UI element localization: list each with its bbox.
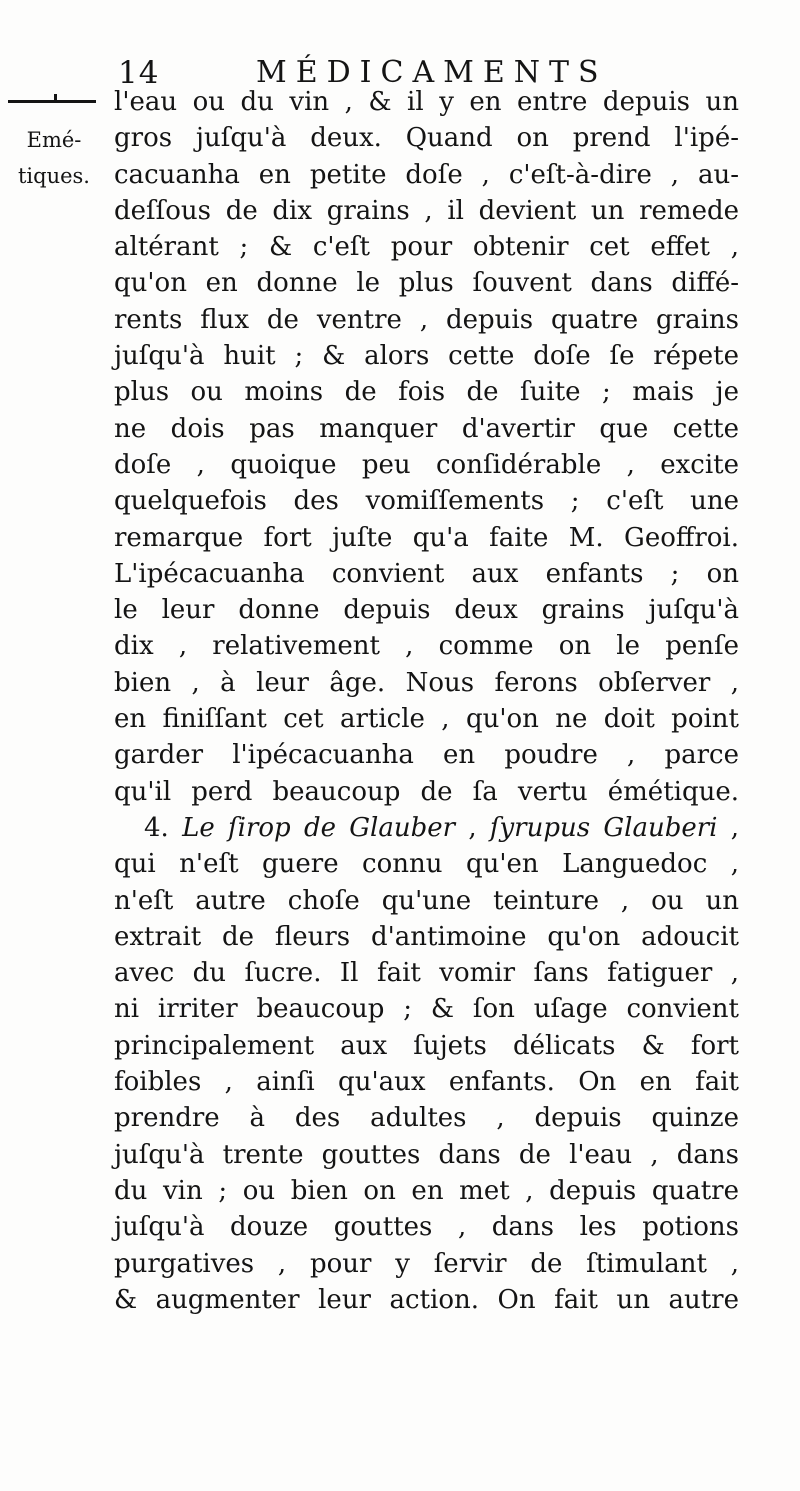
text-line: juſqu'à trente gouttes dans de l'eau , dans <box>114 1139 739 1170</box>
text-line: juſqu'à huit ; & alors cette doſe ſe répete <box>114 341 739 372</box>
text-line: qui n'eſt guere connu qu'en Languedoc , <box>114 849 739 880</box>
italic-term: Le ſirop de Glauber <box>182 812 456 843</box>
text-line: L'ipécacuanha convient aux enfants ; on <box>114 558 739 589</box>
text-line: dix , relativement , comme on le penſe <box>114 631 739 662</box>
text-line: en finiſſant cet article , qu'on ne doit point <box>114 704 739 735</box>
text-line: cacuanha en petite doſe , c'eſt-à-dire , au- <box>114 159 739 190</box>
text-line: juſqu'à douze gouttes , dans les potions <box>114 1212 739 1243</box>
text-line: altérant ; & c'eſt pour obtenir cet effet , <box>114 232 739 263</box>
text-line: quelquefois des vomiſſements ; c'eſt une <box>114 486 739 517</box>
text-line: extrait de fleurs d'antimoine qu'on adoucit <box>114 921 739 952</box>
text-line: garder l'ipécacuanha en poudre , parce <box>114 740 739 771</box>
text-line: ne dois pas manquer d'avertir que cette <box>114 413 739 444</box>
text-line: remarque fort juſte qu'a faite M. Geoffroi. <box>114 522 739 553</box>
running-head: MÉDICAMENTS <box>256 55 608 90</box>
text-line: bien , à leur âge. Nous ferons obſerver , <box>114 667 739 698</box>
text-line: foibles , ainſi qu'aux enfants. On en fait <box>114 1067 739 1098</box>
text-line: du vin ; ou bien on en met , depuis quatre <box>114 1175 739 1206</box>
text-line: ni irriter beaucoup ; & ſon uſage convient <box>114 994 739 1025</box>
text-line: prendre à des adultes , depuis quinze <box>114 1103 739 1134</box>
text-line: le leur donne depuis deux grains juſqu'à <box>114 595 739 626</box>
text-line: l'eau ou du vin , & il y en entre depuis un <box>114 87 739 117</box>
text-line: doſe , quoique peu conſidérable , excite <box>114 449 739 480</box>
text-line: gros juſqu'à deux. Quand on prend l'ipé- <box>114 123 739 154</box>
text-line: rents flux de ventre , depuis quatre grains <box>114 304 739 335</box>
paragraph-4-first-line <box>114 810 739 846</box>
text-line: purgatives , pour y ſervir de ſtimulant , <box>114 1248 739 1279</box>
marginal-note-line-2: tiques. <box>17 164 90 188</box>
text-line: & augmenter leur action. On fait un autre <box>114 1284 739 1315</box>
page-number: 14 <box>118 55 160 91</box>
text-line: qu'on en donne le plus ſouvent dans diffé- <box>114 268 739 299</box>
text-line: plus ou moins de fois de ſuite ; mais je <box>114 377 739 408</box>
separator: , <box>455 812 490 843</box>
text-line: principalement aux ſujets délicats & fort <box>114 1030 739 1061</box>
text-line: deſſous de dix grains , il devient un remede <box>114 195 739 226</box>
text-line: avec du ſucre. Il fait vomir ſans fatiguer , <box>114 958 739 989</box>
text-line: qu'il perd beaucoup de ſa vertu émétique. <box>114 776 739 807</box>
body-text <box>114 84 739 1318</box>
margin-rule <box>8 100 96 103</box>
italic-latin-term: ſyrupus Glauberi <box>489 812 718 843</box>
text-line: n'eſt autre choſe qu'une teinture , ou un <box>114 885 739 916</box>
paragraph-number: 4. <box>144 812 169 843</box>
marginal-note-line-1: Emé- <box>26 128 82 152</box>
marginal-note <box>0 122 108 194</box>
line-tail: , <box>717 812 740 843</box>
